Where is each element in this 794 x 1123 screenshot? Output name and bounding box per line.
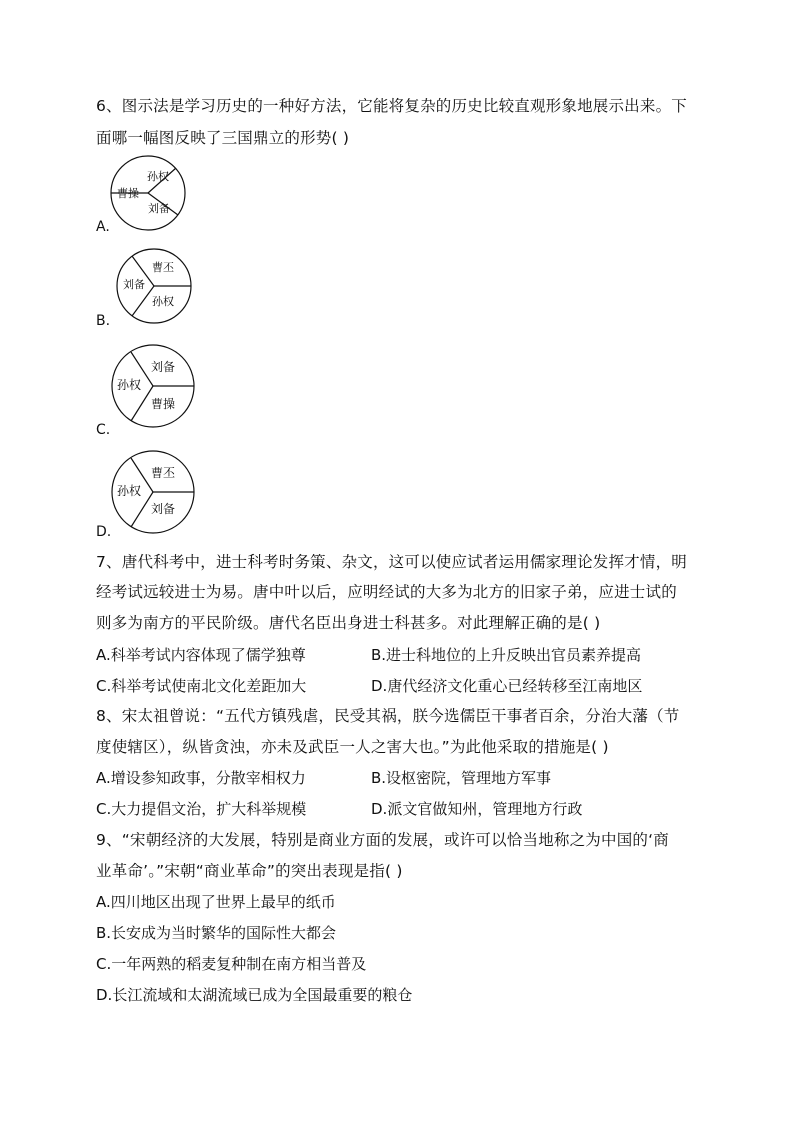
q7-option-b[interactable]: B.进士科地位的上升反映出官员素养提高: [371, 646, 642, 664]
q7-stem-line-1: 7、唐代科考中，进士科考时务策、杂文，这可以使应试者运用儒家理论发挥才情，明: [96, 553, 687, 571]
q6-d-left-label: 孙权: [117, 484, 142, 498]
q6-d-top-label: 曹丕: [151, 466, 176, 480]
q6-d-bottom-label: 刘备: [151, 502, 176, 516]
q6-a-left-label: 曹操: [117, 187, 139, 200]
q6-a-top-label: 孙权: [147, 170, 169, 183]
q6-stem-line-1: 6、图示法是学习历史的一种好方法，它能将复杂的历史比较直观形象地展示出来。下: [96, 97, 687, 115]
q8-stem-line-2: 度使辖区），纵皆贪浊，亦未及武臣一人之害大也。”为此他采取的措施是( ): [96, 738, 609, 756]
q8-option-b[interactable]: B.设枢密院，管理地方军事: [371, 769, 552, 787]
q6-c-left-label: 孙权: [117, 378, 142, 392]
q8-stem-line-1: 8、宋太祖曾说：“五代方镇残虐，民受其祸，朕今选儒臣干事者百余，分治大藩（节: [96, 707, 680, 725]
q6-b-bottom-label: 孙权: [152, 295, 174, 308]
q9-option-d[interactable]: D.长江流域和太湖流域已成为全国最重要的粮仓: [96, 986, 413, 1004]
q8-option-c[interactable]: C.大力提倡文治，扩大科举规模: [96, 800, 307, 818]
q8-option-d[interactable]: D.派文官做知州，管理地方行政: [371, 800, 583, 818]
q9-option-a[interactable]: A.四川地区出现了世界上最早的纸币: [96, 893, 336, 911]
q7-stem-line-3: 则多为南方的平民阶级。唐代名臣出身进士科甚多。对此理解正确的是( ): [96, 614, 601, 632]
q7-stem-line-2: 经考试远较进士为易。唐中叶以后，应明经试的大多为北方的旧家子弟，应进士试的: [96, 583, 677, 601]
q6-option-b-letter[interactable]: B.: [96, 313, 111, 329]
q6-c-bottom-label: 曹操: [151, 397, 176, 411]
q9-option-b[interactable]: B.长安成为当时繁华的国际性大都会: [96, 924, 337, 942]
q6-option-d-letter[interactable]: D.: [96, 524, 112, 540]
q6-option-a-letter[interactable]: A.: [96, 219, 110, 235]
q7-option-c[interactable]: C.科举考试使南北文化差距加大: [96, 677, 307, 695]
q9-option-c[interactable]: C.一年两熟的稻麦复种制在南方相当普及: [96, 955, 367, 973]
q6-option-c-letter[interactable]: C.: [96, 422, 111, 438]
q7-option-a[interactable]: A.科举考试内容体现了儒学独尊: [96, 646, 306, 664]
q8-option-a[interactable]: A.增设参知政事，分散宰相权力: [96, 769, 306, 787]
q6-b-left-label: 刘备: [123, 278, 145, 291]
q6-c-top-label: 刘备: [151, 360, 176, 374]
q6-stem-line-2: 面哪一幅图反映了三国鼎立的形势( ): [96, 129, 350, 147]
q6-a-bottom-label: 刘备: [148, 202, 170, 215]
q7-option-d[interactable]: D.唐代经济文化重心已经转移至江南地区: [371, 677, 643, 695]
q9-stem-line-1: 9、“宋朝经济的大发展，特别是商业方面的发展，或许可以恰当地称之为中国的‘商: [96, 831, 669, 849]
q9-stem-line-2: 业革命’。”宋朝“商业革命”的突出表现是指( ): [96, 862, 403, 880]
q6-b-top-label: 曹丕: [152, 261, 174, 274]
